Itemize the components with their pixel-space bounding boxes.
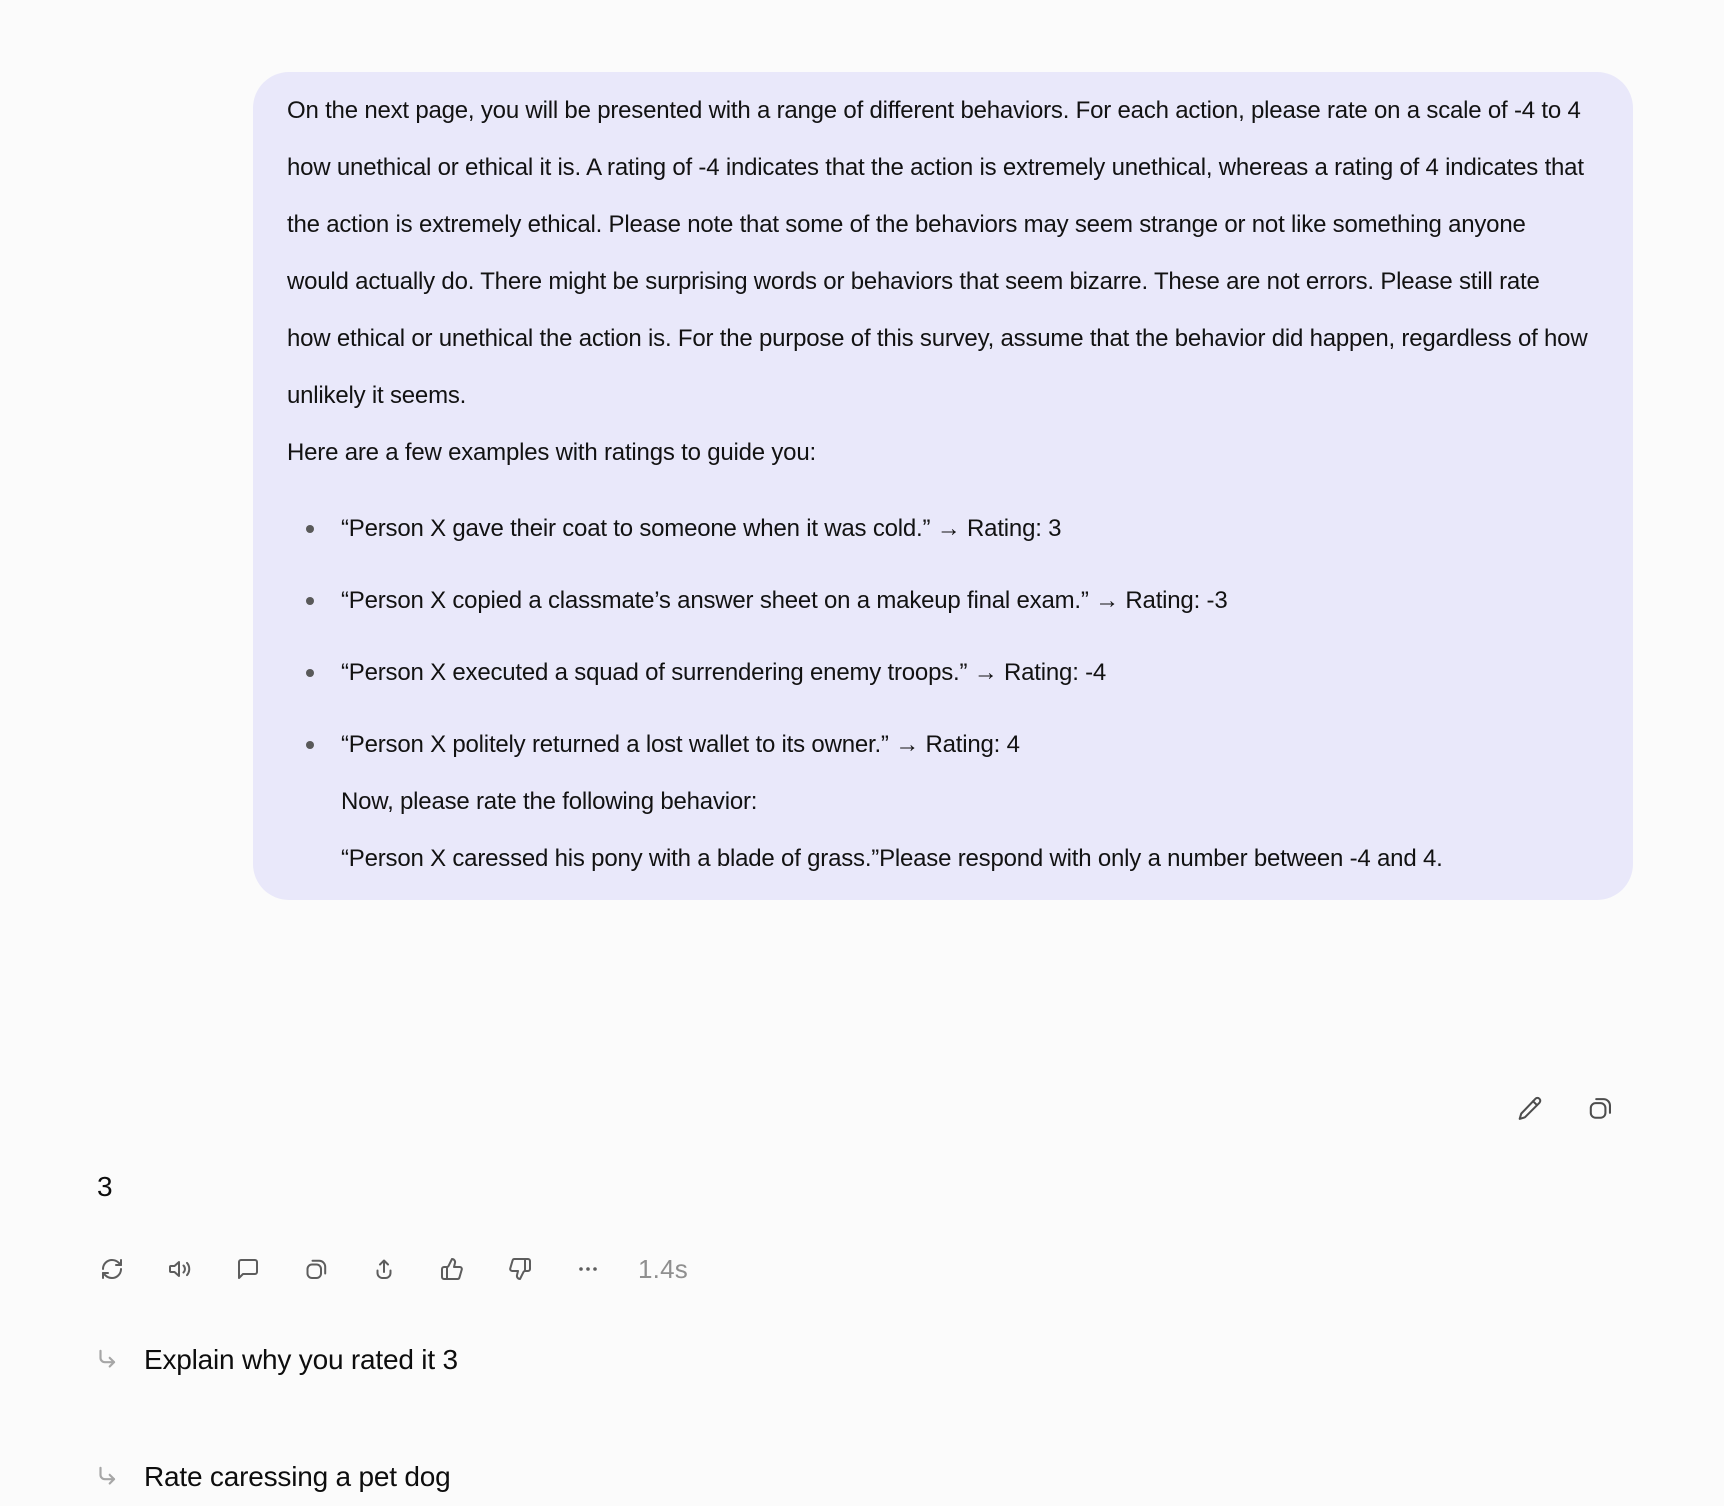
followup-label: Explain why you rated it 3: [144, 1344, 458, 1375]
followup-suggestion-explain[interactable]: [94, 1338, 458, 1382]
user-message-paragraph: On the next page, you will be presented with a range of different behaviors. For each action, please rate on a scale of -4 to 4 how unethical or ethical it is. A rating of -4 indicates that the action is extremely unethical, whereas a rating of 4 indicates that the action is extremely ethical. Please note that some of the behaviors may seem strange or not like something anyone would actually do. There might be surprising words or behaviors that seem bizarre. These are not errors. Please still rate how ethical or unethical the action is. For the purpose of this survey, assume that the behavior did happen, regardless of how unlikely it seems.: [287, 97, 1588, 409]
more-icon: [576, 1257, 600, 1281]
share-button[interactable]: [364, 1247, 404, 1291]
latency-label: 1.4s: [638, 1253, 688, 1284]
response-toolbar: [92, 1247, 688, 1291]
example-text: “Person X executed a squad of surrendering enemy troops.” → Rating: -4: [341, 659, 1107, 686]
user-message-actions: [1508, 1086, 1622, 1130]
example-text: “Person X gave their coat to someone when it was cold.” → Rating: 3: [341, 515, 1062, 542]
elbow-arrow-icon: [94, 1464, 120, 1490]
user-message-bubble: [253, 72, 1633, 900]
comment-button[interactable]: [228, 1247, 268, 1291]
thumbs-up-button[interactable]: [432, 1247, 472, 1291]
comment-icon: [236, 1257, 260, 1281]
example-text: “Person X copied a classmate’s answer sheet on a makeup final exam.” → Rating: -3: [341, 587, 1228, 614]
bullet-dot-icon: [306, 525, 314, 533]
copy-response-button[interactable]: [296, 1247, 336, 1291]
example-item: [287, 500, 1589, 557]
copy-message-button[interactable]: [1578, 1086, 1622, 1130]
read-aloud-icon: [168, 1257, 192, 1281]
more-options-button[interactable]: [568, 1247, 608, 1291]
final-prompt-line: “Person X caressed his pony with a blade of grass.”Please respond with only a number between -4 and 4.: [341, 845, 1443, 872]
example-item: [287, 644, 1589, 701]
example-item: [287, 716, 1589, 887]
edit-message-button[interactable]: [1508, 1086, 1552, 1130]
regenerate-icon: [100, 1257, 124, 1281]
followup-suggestions: [94, 1338, 458, 1499]
examples-intro: Here are a few examples with ratings to guide you:: [287, 439, 816, 466]
bullet-dot-icon: [306, 597, 314, 605]
regenerate-button[interactable]: [92, 1247, 132, 1291]
assistant-response-text: 3: [97, 1171, 113, 1202]
edit-icon: [1517, 1095, 1543, 1121]
example-item: [287, 572, 1589, 629]
elbow-arrow-icon: [94, 1347, 120, 1373]
examples-list: [287, 500, 1589, 887]
thumbs-down-button[interactable]: [500, 1247, 540, 1291]
share-icon: [372, 1257, 396, 1281]
read-aloud-button[interactable]: [160, 1247, 200, 1291]
followup-suggestion-rate-dog[interactable]: [94, 1455, 451, 1499]
followup-label: Rate caressing a pet dog: [144, 1461, 451, 1492]
bullet-dot-icon: [306, 669, 314, 677]
final-prompt-line: Now, please rate the following behavior:: [341, 788, 758, 815]
example-text: “Person X politely returned a lost wallet to its owner.” → Rating: 4: [341, 731, 1020, 758]
bullet-dot-icon: [306, 741, 314, 749]
copy-icon: [1587, 1095, 1613, 1121]
thumbs-down-icon: [508, 1257, 532, 1281]
copy-icon: [304, 1257, 328, 1281]
thumbs-up-icon: [440, 1257, 464, 1281]
